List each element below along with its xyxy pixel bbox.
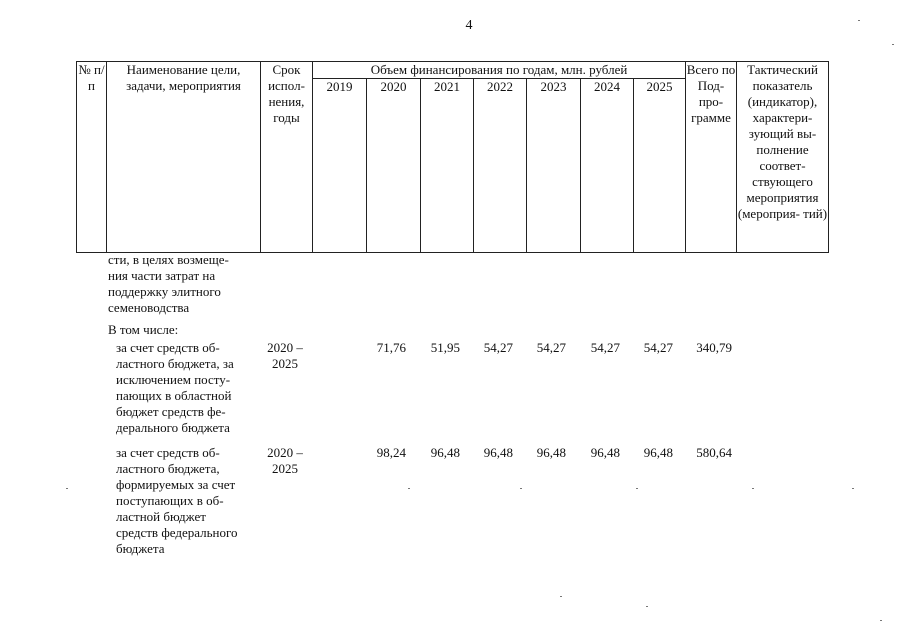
- scan-speck: [408, 488, 410, 489]
- item-2-value-2021: 96,48: [430, 445, 460, 460]
- header-total: Всего по Под- про- грамме: [686, 62, 737, 253]
- item-2-value-2023: 96,48: [536, 445, 566, 460]
- scan-speck: [636, 488, 638, 489]
- header-no: № п/п: [77, 62, 107, 253]
- item-1-value-2022: 54,27: [483, 340, 513, 355]
- scan-speck: [858, 20, 860, 21]
- item-2-value-2020: 98,24: [376, 445, 406, 460]
- header-year: 2022: [474, 79, 527, 253]
- item-2-total: 580,64: [696, 445, 732, 460]
- header-year: 2019: [313, 79, 367, 253]
- header-year: 2023: [527, 79, 581, 253]
- item-1-value-2023: 54,27: [536, 340, 566, 355]
- financing-table-header: [76, 61, 829, 253]
- item-1-description: за счет средств об- ластного бюджета, за исключением посту- пающих в областной бюджет средств фе- дерального бюджета: [116, 340, 234, 435]
- header-year: 2024: [581, 79, 634, 253]
- item-1-value-2024: 54,27: [590, 340, 620, 355]
- item-2-description: за счет средств об- ластного бюджета, формируемых за счет поступающих в об- ластной бюджет средств федерального бюджета: [116, 445, 238, 556]
- header-name: Наименование цели, задачи, мероприятия: [107, 62, 261, 253]
- header-year: 2025: [634, 79, 686, 253]
- item-2-value-2025: 96,48: [643, 445, 673, 460]
- item-2-value-2024: 96,48: [590, 445, 620, 460]
- scan-speck: [66, 488, 68, 489]
- scan-speck: [880, 620, 882, 621]
- header-term: Срок испол- нения, годы: [261, 62, 313, 253]
- including-label: В том числе:: [108, 322, 179, 337]
- page-number: 4: [465, 18, 473, 33]
- item-1-value-2021: 51,95: [430, 340, 460, 355]
- header-year: 2021: [421, 79, 474, 253]
- scan-speck: [520, 488, 522, 489]
- header-funding: Объем финансирования по годам, млн. рублей: [313, 62, 686, 79]
- header-year: 2020: [367, 79, 421, 253]
- scan-speck: [752, 488, 754, 489]
- item-1-value-2020: 71,76: [376, 340, 406, 355]
- scan-speck: [892, 44, 894, 45]
- item-2-value-2022: 96,48: [483, 445, 513, 460]
- scan-speck: [646, 606, 648, 607]
- item-1-total: 340,79: [696, 340, 732, 355]
- scan-speck: [560, 596, 562, 597]
- item-2-term: 2020 – 2025: [267, 445, 303, 476]
- header-indicator: Тактический показатель (индикатор), характери- зующий вы- полнение соответ- ствующего мероприятия (мероприя- тий): [737, 62, 829, 253]
- continuation-text: сти, в целях возмеще- ния части затрат на поддержку элитного семеноводства: [108, 252, 229, 315]
- item-1-value-2025: 54,27: [643, 340, 673, 355]
- scan-speck: [852, 488, 854, 489]
- item-1-term: 2020 – 2025: [267, 340, 303, 371]
